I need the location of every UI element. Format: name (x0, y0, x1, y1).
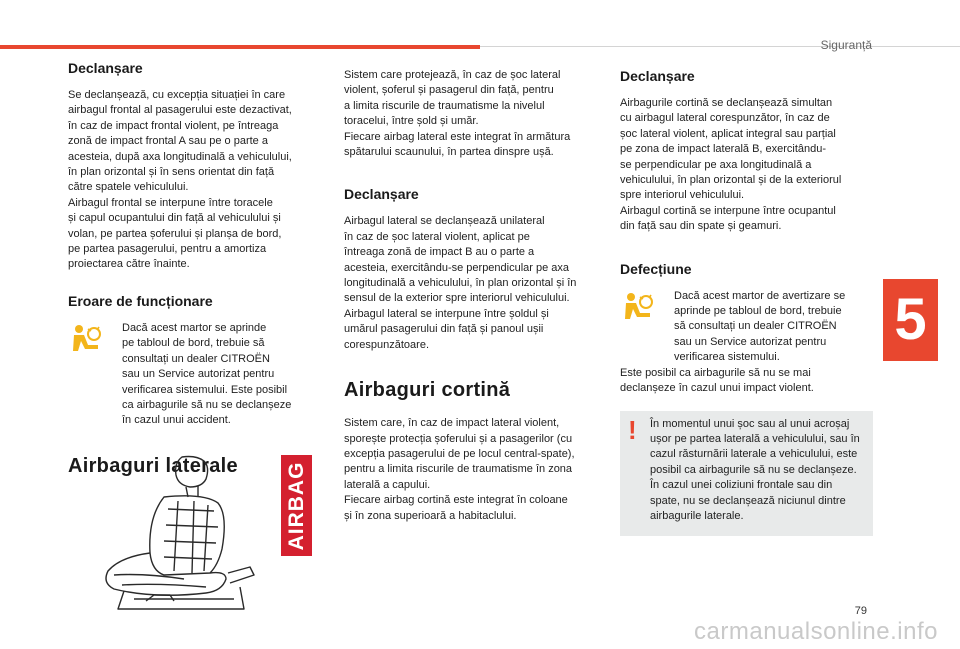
warning-row (68, 321, 323, 429)
warning-row-defectiune (620, 289, 873, 366)
heading-airbaguri-cortina: Airbaguri cortină (344, 379, 511, 402)
airbag-warning-icon (620, 291, 660, 326)
text-eroare: Dacă acest martor se aprinde pe tabloul de bord, trebuie să consultați un dealer CITROËN sau un Service autorizat pentru verificarea sistemului. Este posibil ca airbagurile să nu se declanșeze în cazul unui accident. (122, 321, 292, 427)
text-declansare: Se declanșează, cu excepția situației în care airbagul frontal al pasagerului este dezactivat, în caz de impact frontal violent, pe întreaga zonă de impact frontal A sau pe o parte a acesteia, după axa longitudinală a vehiculului, în plan orizontal și în sens orientat din față către spatele vehiculului. Airbagul frontal se interpune între toracele și capul ocupantului din față al vehiculului și volan, pe partea șoferului și planșa de bord, pe partea pasagerului, pentru a amortiza proiectarea către înainte. (68, 89, 292, 271)
text-declansare-laterale: Airbagul lateral se declanșează unilateral în caz de șoc lateral violent, aplicat pe întreaga zonă de impact B au o parte a acesteia, exercitându-se perpendicular pe axa longitudinală a vehiculului, în plan orizontal și în sensul de la exterior spre interiorul vehiculului. Airbagul lateral se interpune între șoldul și umărul pasagerului din față și panoul ușii corespunzătoare. (344, 215, 577, 351)
text-defectiune-more: Este posibil ca airbagurile să nu se mai declanșeze în cazul unui impact violent. (620, 366, 814, 395)
seat-illustration (94, 453, 264, 618)
exclamation-icon: ! (628, 414, 637, 445)
heading-declansare-laterale: Declanșare (344, 186, 419, 203)
text-declansare-cortina: Airbagurile cortină se declanșează simultan cu airbagul lateral corespunzător, în caz de șoc lateral violent, aplicat integral sau parțial pe zona de impact laterală B, exercitându- se perpendicular pe axa longitudinală a vehiculului, în plan orizontal și de la exteriorul spre interiorul vehiculului. Airbagul cortină se interpune între ocupantul din față sau din spate și geamuri. (620, 97, 842, 233)
text-defectiune-warning: Dacă acest martor de avertizare se aprinde pe tabloul de bord, trebuie să consultați un dealer CITROËN sau un Service autorizat pentru verificarea sistemului. (674, 289, 846, 364)
section-title: Siguranță (820, 38, 872, 52)
column-3 (620, 68, 873, 536)
heading-eroare-functionare: Eroare de funcționare (68, 292, 213, 309)
alert-box (620, 411, 873, 537)
airbag-label-tag (281, 455, 312, 556)
chapter-tab: 5 (883, 279, 938, 361)
airbag-warning-icon (68, 323, 108, 358)
heading-declansare-cortina: Declanșare (620, 68, 695, 84)
header-accent-bar (0, 45, 480, 49)
airbag-label-text: AIRBAG (284, 461, 308, 550)
column-2 (344, 68, 604, 524)
heading-defectiune: Defecțiune (620, 260, 692, 277)
text-alert: În momentul unui șoc sau al unui acroșaj ușor pe partea laterală a vehiculului, sau în cazul răsturnării laterale a vehiculului, este posibil ca airbagurile să nu se declanșeze. În cazul unei coliziuni frontale sau din spate, nu se declanșează niciunul dintre airbagurile laterale. (650, 417, 860, 522)
heading-airbaguri-laterale: Airbaguri laterale (68, 454, 238, 477)
heading-declansare: Declanșare (68, 60, 143, 76)
page-number: 79 (854, 605, 867, 617)
column-1 (68, 60, 323, 492)
text-laterale-intro: Sistem care protejează, în caz de șoc lateral violent, șoferul și pasagerul din față, pentru a limita riscurile de traumatisme la nivelul toracelui, între șold și umăr. Fiecare airbag lateral este integrat în armătura spătarului scaunului, în partea dinspre ușă. (344, 69, 571, 159)
text-cortina: Sistem care, în caz de impact lateral violent, sporește protecția șoferului și a pasagerilor (cu excepția pasagerului de pe locul central-spate), pentru a limita riscurile de traumatisme în zona laterală a capului. Fiecare airbag cortină este integrat în coloane și în zona superioară a habitaclului. (344, 417, 575, 522)
header-rule (480, 46, 960, 47)
watermark: carmanualsonline.info (694, 618, 938, 645)
